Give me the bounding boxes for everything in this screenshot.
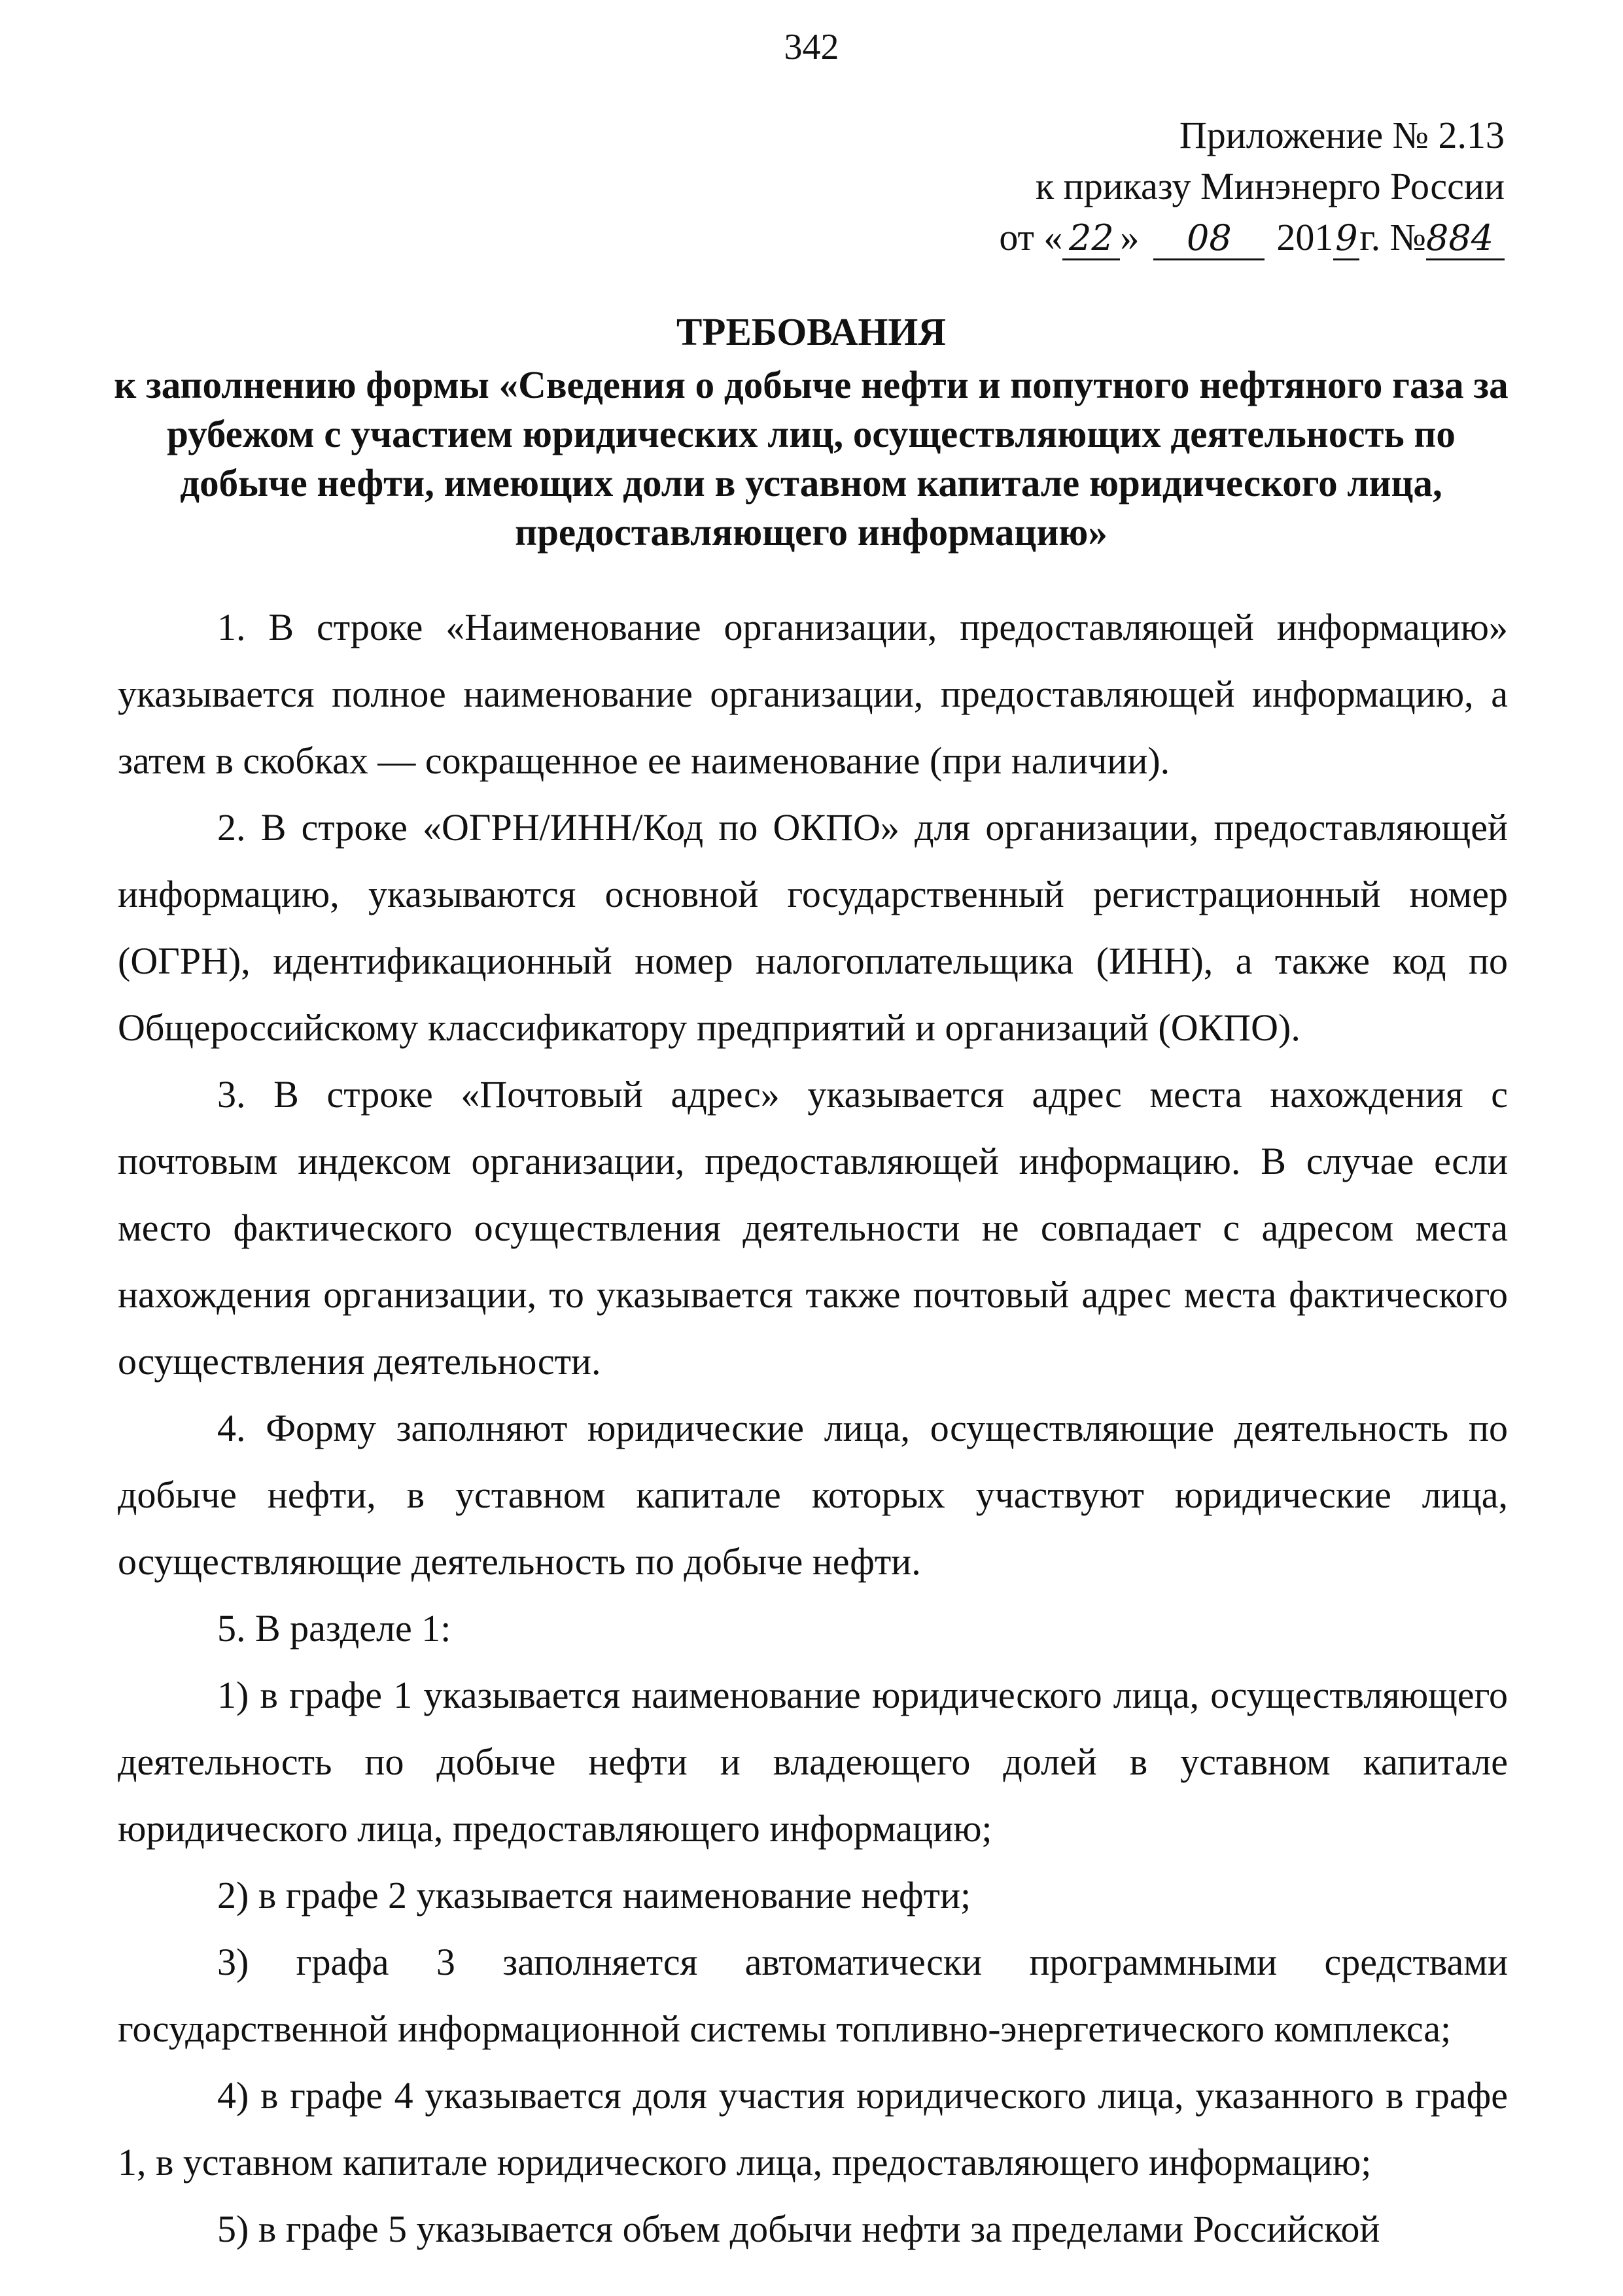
date-prefix: от « <box>999 216 1063 258</box>
appendix-header <box>929 110 1505 263</box>
appendix-date-line <box>929 212 1505 263</box>
list-item-3: 3) графа 3 заполняется автоматически программными средствами государственной информационной системы топливно-энергетического комплекса; <box>118 1941 1508 2050</box>
paragraph-2: 2. В строке «ОГРН/ИНН/Код по ОКПО» для организации, предоставляющей информацию, указываются основной государственный регистрационный номер (ОГРН), идентификационный номер налогоплательщика (ИНН), а также код по Общероссийскому классификатору предприятий и организаций (ОКПО). <box>118 806 1508 1049</box>
list-item-4: 4) в графе 4 указывается доля участия юридического лица, указанного в графе 1, в уставном капитале юридического лица, предоставляющего информацию; <box>118 2074 1508 2183</box>
appendix-title: Приложение № 2.13 <box>1179 114 1505 156</box>
year-prefix: 201 <box>1276 216 1334 258</box>
paragraph-3: 3. В строке «Почтовый адрес» указывается адрес места нахождения с почтовым индексом организации, предоставляющей информацию. В случае если место фактического осуществления деятельности не совпадает с адресом места нахождения организации, то указывается также почтовый адрес места фактического осуществления деятельности. <box>118 1073 1508 1383</box>
appendix-order-ref: к приказу Минэнерго России <box>1036 165 1505 207</box>
document-body <box>118 594 1508 2263</box>
list-item-5: 5) в графе 5 указывается объем добычи нефти за пределами Российской <box>217 2208 1380 2250</box>
date-mid: » <box>1120 216 1140 258</box>
handwritten-day: 22 <box>1062 218 1120 260</box>
handwritten-order-number: 884 <box>1426 218 1505 260</box>
list-item-1: 1) в графе 1 указывается наименование юридического лица, осуществляющего деятельность по добыче нефти и владеющего долей в уставном капитале юридического лица, предоставляющего информацию; <box>118 1674 1508 1850</box>
document-subtitle: к заполнению формы «Сведения о добыче нефти и попутного нефтяного газа за рубежом с участием юридических лиц, осуществляющих деятельность по добыче нефти, имеющих доли в уставном капитале юридического лица, предоставляющего информацию» <box>114 363 1509 554</box>
paragraph-5: 5. В разделе 1: <box>217 1607 451 1650</box>
document-title: ТРЕБОВАНИЯ <box>676 310 946 353</box>
handwritten-month: 08 <box>1153 218 1265 260</box>
paragraph-4: 4. Форму заполняют юридические лица, осуществляющие деятельность по добыче нефти, в уставном капитале которых участвуют юридические лица, осуществляющие деятельность по добыче нефти. <box>118 1407 1508 1583</box>
handwritten-year-digit: 9 <box>1333 218 1359 260</box>
year-suffix: г. № <box>1359 216 1426 258</box>
document-title-block <box>105 308 1518 557</box>
list-item-2: 2) в графе 2 указывается наименование нефти; <box>217 1874 971 1916</box>
page-number: 342 <box>784 27 839 67</box>
paragraph-1: 1. В строке «Наименование организации, предоставляющей информацию» указывается полное наименование организации, предоставляющей информацию, а затем в скобках — сокращенное ее наименование (при наличии). <box>118 606 1508 782</box>
